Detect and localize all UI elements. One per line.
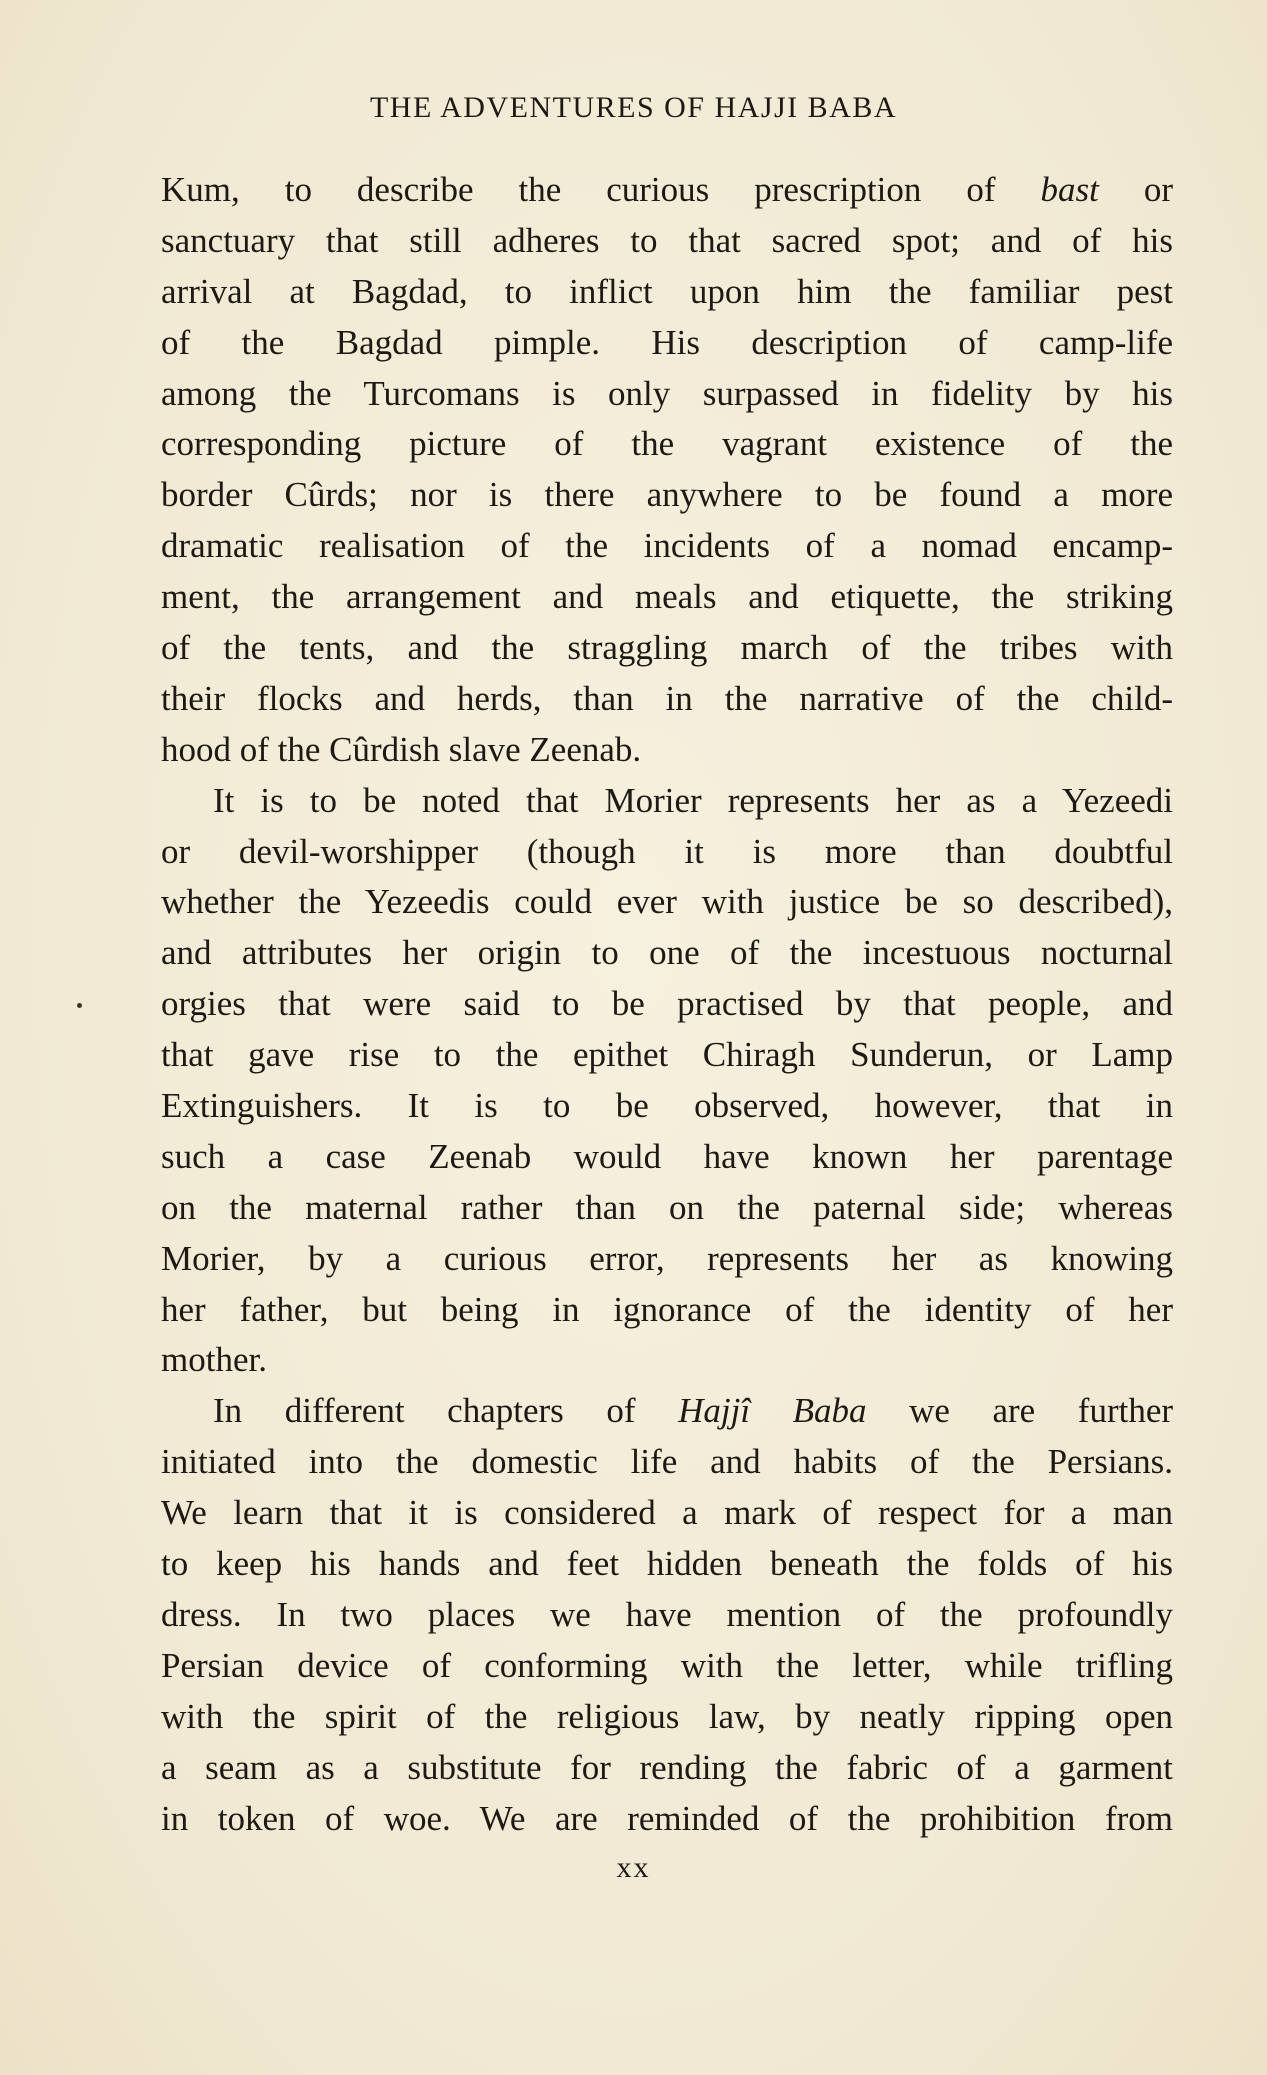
- text-line: that gave rise to the epithet Chiragh Sunderun, or Lamp: [161, 1035, 1173, 1075]
- text-line: among the Turcomans is only surpassed in fidelity by his: [161, 373, 1173, 413]
- running-head: THE ADVENTURES OF HAJJI BABA: [369, 91, 898, 124]
- text-line: and attributes her origin to one of the incestuous nocturnal: [161, 933, 1173, 973]
- text-line: ment, the arrangement and meals and etiquette, the striking: [161, 577, 1173, 617]
- text-line: dress. In two places we have mention of the profoundly: [161, 1594, 1173, 1634]
- text-line: Kum, to describe the curious prescription of bast or: [161, 170, 1174, 209]
- text-line: of the tents, and the straggling march of the tribes with: [161, 628, 1173, 668]
- text-line: her father, but being in ignorance of the identity of her: [161, 1289, 1173, 1329]
- text-line: on the maternal rather than on the paternal side; whereas: [161, 1187, 1173, 1227]
- text-line: initiated into the domestic life and habits of the Persians.: [161, 1442, 1173, 1482]
- text-line: dramatic realisation of the incidents of a nomad encamp-: [161, 526, 1173, 566]
- text-line: such a case Zeenab would have known her parentage: [161, 1136, 1173, 1176]
- page-number: xx: [616, 1851, 651, 1884]
- text-line: corresponding picture of the vagrant existence of the: [161, 424, 1173, 464]
- text-line: of the Bagdad pimple. His description of camp-life: [161, 322, 1173, 362]
- text-line: arrival at Bagdad, to inflict upon him the familiar pest: [161, 271, 1173, 311]
- text-line: It is to be noted that Morier represents her as a Yezeedi: [213, 780, 1173, 820]
- text-line: Extinguishers. It is to be observed, however, that in: [161, 1086, 1173, 1126]
- text-line: mother.: [161, 1340, 267, 1380]
- text-line: their flocks and herds, than in the narrative of the child-: [161, 678, 1173, 718]
- text-line: We learn that it is considered a mark of respect for a man: [161, 1493, 1173, 1533]
- text-line: In different chapters of Hajjî Baba we are further: [213, 1391, 1174, 1431]
- text-line: whether the Yezeedis could ever with justice be so described),: [161, 882, 1173, 922]
- text-line: with the spirit of the religious law, by neatly ripping open: [161, 1696, 1173, 1736]
- text-line: Persian device of conforming with the letter, while trifling: [161, 1645, 1173, 1685]
- text-line: border Cûrds; nor is there anywhere to be found a more: [161, 475, 1173, 515]
- text-line: orgies that were said to be practised by that people, and: [161, 984, 1173, 1024]
- text-line: or devil-worshipper (though it is more than doubtful: [161, 831, 1173, 871]
- body-text: [161, 165, 1173, 1844]
- text-line: in token of woe. We are reminded of the prohibition from: [161, 1798, 1173, 1838]
- text-line: Morier, by a curious error, represents her as knowing: [161, 1238, 1173, 1278]
- text-line: a seam as a substitute for rending the fabric of a garment: [161, 1747, 1173, 1787]
- text-line: to keep his hands and feet hidden beneath the folds of his: [161, 1544, 1173, 1584]
- text-line: sanctuary that still adheres to that sacred spot; and of his: [161, 220, 1173, 260]
- margin-mark: [77, 1003, 82, 1008]
- text-line: hood of the Cûrdish slave Zeenab.: [161, 729, 642, 769]
